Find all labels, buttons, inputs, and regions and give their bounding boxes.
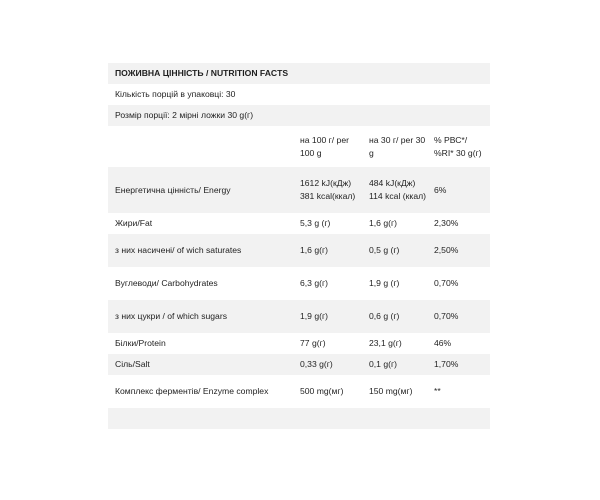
value-per-100: 6,3 g(г) bbox=[300, 278, 328, 288]
servings-per-package: Кількість порцій в упаковці: 30 bbox=[115, 89, 236, 99]
servings-row bbox=[108, 84, 490, 105]
header-per-100: на 100 г/ per 100 g bbox=[300, 134, 349, 158]
footer-empty-cell bbox=[108, 408, 490, 429]
serving-size-row bbox=[108, 105, 490, 126]
value-rdi: 0,70% bbox=[434, 311, 459, 321]
value-per-30: 1,6 g(г) bbox=[369, 218, 397, 228]
value-rdi: 6% bbox=[434, 184, 447, 195]
table-row bbox=[108, 354, 490, 375]
column-header-row bbox=[108, 126, 490, 167]
value-rdi: 0,70% bbox=[434, 278, 459, 288]
header-rdi: % РВС*/ %RI* 30 g(г) bbox=[434, 134, 482, 158]
value-per-30: 1,9 g (г) bbox=[369, 278, 400, 288]
value-per-100: 1,6 g(г) bbox=[300, 245, 328, 255]
nutrient-name: Вуглеводи/ Carbohydrates bbox=[115, 278, 218, 288]
value-per-100: 1,9 g(г) bbox=[300, 311, 328, 321]
value-per-100: 77 g(г) bbox=[300, 338, 326, 348]
value-per-30: 150 mg(мг) bbox=[369, 386, 413, 396]
value-per-30: 0,1 g(г) bbox=[369, 359, 397, 369]
value-rdi: ** bbox=[434, 386, 441, 396]
table-row bbox=[108, 167, 490, 213]
value-rdi: 46% bbox=[434, 338, 452, 348]
title-row bbox=[108, 63, 490, 84]
header-per-30: на 30 г/ per 30 g bbox=[369, 134, 426, 158]
table-row bbox=[108, 333, 490, 354]
value-per-100: 1612 kJ(кДж) 381 kcal(ккал) bbox=[300, 178, 356, 201]
value-per-30: 0,5 g (г) bbox=[369, 245, 400, 255]
value-per-30: 23,1 g(г) bbox=[369, 338, 402, 348]
value-per-100: 5,3 g (г) bbox=[300, 218, 331, 228]
table-row bbox=[108, 267, 490, 300]
nutrient-name: з них цукри / of which sugars bbox=[115, 311, 227, 321]
value-rdi: 1,70% bbox=[434, 359, 459, 369]
nutrient-name: Енергетична цінність/ Energy bbox=[115, 184, 231, 195]
table-footer-row bbox=[108, 408, 490, 429]
header-empty-cell bbox=[108, 126, 295, 167]
value-per-30: 0,6 g (г) bbox=[369, 311, 400, 321]
value-rdi: 2,30% bbox=[434, 218, 459, 228]
value-rdi: 2,50% bbox=[434, 245, 459, 255]
table-title: ПОЖИВНА ЦІННІСТЬ / NUTRITION FACTS bbox=[115, 68, 289, 78]
nutrient-name: Сіль/Salt bbox=[115, 359, 150, 369]
nutrient-name: з них насичені/ of wich saturates bbox=[115, 245, 242, 255]
value-per-100: 0,33 g(г) bbox=[300, 359, 333, 369]
nutrient-name: Жири/Fat bbox=[115, 218, 153, 228]
value-per-30: 484 kJ(кДж) 114 kcal (ккал) bbox=[369, 178, 426, 201]
nutrient-name: Білки/Protein bbox=[115, 338, 166, 348]
table-row bbox=[108, 300, 490, 333]
serving-size: Розмір порції: 2 мірні ложки 30 g(г) bbox=[115, 110, 254, 120]
table-row bbox=[108, 213, 490, 234]
table-row bbox=[108, 375, 490, 408]
nutrient-name: Комплекс ферментів/ Enzyme complex bbox=[115, 386, 269, 396]
value-per-100: 500 mg(мг) bbox=[300, 386, 344, 396]
table-row bbox=[108, 234, 490, 267]
nutrition-facts-table bbox=[108, 63, 490, 429]
